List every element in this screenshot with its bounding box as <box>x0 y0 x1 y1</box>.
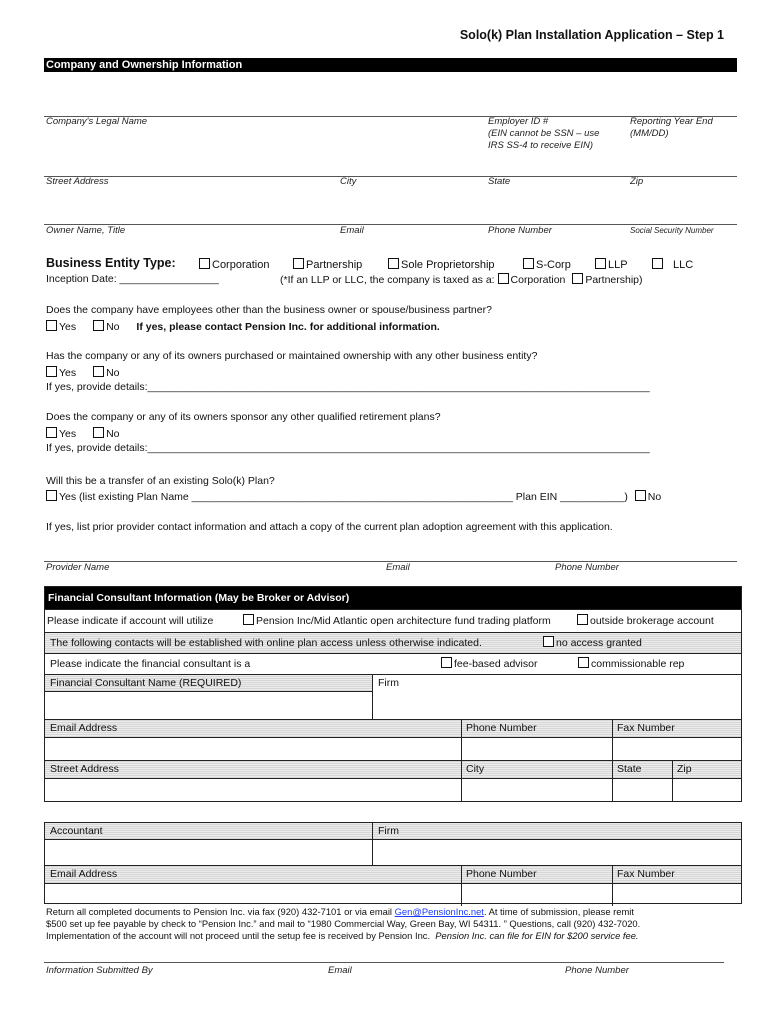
question-employees-answers: Yes No If yes, please contact Pension Inc. for additional information. <box>46 320 440 333</box>
question-employees: Does the company have employees other than the business owner or spouse/business partner? <box>46 304 492 316</box>
option-no-access[interactable]: no access granted <box>543 633 642 653</box>
provider-name-label: Provider Name <box>46 562 110 573</box>
fc-address-row <box>45 760 741 801</box>
inception-date[interactable]: Inception Date: _________________ <box>46 273 219 285</box>
street-label: Street Address <box>46 176 109 187</box>
checkbox[interactable] <box>572 273 583 284</box>
entity-partnership[interactable]: Partnership <box>293 258 362 271</box>
submitted-by-line[interactable] <box>44 962 724 963</box>
year-end-format: (MM/DD) <box>630 128 669 139</box>
fc-name-row <box>45 674 741 719</box>
owner-label: Owner Name, Title <box>46 225 126 236</box>
fc-firm-cell[interactable] <box>372 675 741 719</box>
section-header-consultant: Financial Consultant Information (May be Broker or Advisor) <box>45 587 741 609</box>
entity-s-corp[interactable]: S-Corp <box>523 258 571 271</box>
provider-phone-label: Phone Number <box>555 562 619 573</box>
checkbox-yes[interactable] <box>46 427 57 438</box>
ssn-label: Social Security Number <box>630 226 714 235</box>
phone-label: Phone Number <box>488 225 552 236</box>
checkbox[interactable] <box>578 657 589 668</box>
checkbox-no[interactable] <box>93 366 104 377</box>
zip-label: Zip <box>630 176 644 187</box>
question-transfer: Will this be a transfer of an existing Solo(k) Plan? <box>46 475 275 487</box>
employer-id-note-1: (EIN cannot be SSN – use <box>488 128 600 139</box>
fc-name-input[interactable] <box>45 692 372 719</box>
city-label: City <box>340 176 357 187</box>
entity-type-row: Business Entity Type: <box>46 256 176 270</box>
employees-note: If yes, please contact Pension Inc. for additional information. <box>136 321 440 333</box>
option-fee-based[interactable]: fee-based advisor <box>441 654 537 674</box>
email-label: Email <box>340 225 364 236</box>
accountant-table <box>44 822 742 904</box>
prior-provider-note: If yes, list prior provider contact information and attach a copy of the current plan adoption agreement with this application. <box>46 521 613 533</box>
checkbox[interactable] <box>577 614 588 625</box>
legal-name-label: Company's Legal Name <box>46 116 148 127</box>
question-ownership-answers: Yes No <box>46 366 120 379</box>
entity-corporation[interactable]: Corporation <box>199 258 269 271</box>
checkbox-yes[interactable] <box>46 320 57 331</box>
entity-llp[interactable]: LLP <box>595 258 628 271</box>
accountant-fax-cell[interactable]: Fax Number <box>612 866 741 906</box>
accountant-email-label: Email Address <box>50 868 118 880</box>
submitted-by-label: Information Submitted By <box>46 965 153 976</box>
checkbox[interactable] <box>498 273 509 284</box>
email-link[interactable]: Gen@PensionInc.net <box>394 906 484 917</box>
checkbox[interactable] <box>441 657 452 668</box>
accountant-phone-cell[interactable]: Phone Number <box>461 866 612 906</box>
entity-type-label: Business Entity Type <box>46 256 172 270</box>
fc-city-cell[interactable]: City <box>461 761 612 801</box>
account-utilize-row: Please indicate if account will utilize Pension Inc/Mid Atlantic open architecture fund trading platform outside brokerage account <box>45 609 741 632</box>
accountant-row <box>45 823 741 865</box>
accountant-input[interactable] <box>45 840 372 865</box>
taxed-as-note: (*If an LLP or LLC, the company is taxed as a: Corporation Partnership) <box>280 274 643 286</box>
fc-firm-label: Firm <box>378 677 399 689</box>
other-plans-details[interactable]: If yes, provide details:______________________________________________________________________________________ <box>46 442 650 454</box>
fc-zip-cell[interactable]: Zip <box>672 761 741 801</box>
fc-fax-cell[interactable]: Fax Number <box>612 720 741 760</box>
option-pension-platform[interactable]: Pension Inc/Mid Atlantic open architecture fund trading platform <box>243 610 551 632</box>
fc-name-label: Financial Consultant Name (REQUIRED) <box>45 675 372 692</box>
checkbox[interactable] <box>523 258 534 269</box>
year-end-label: Reporting Year End <box>630 116 713 127</box>
checkbox[interactable] <box>652 258 663 269</box>
owner-line[interactable] <box>44 224 737 225</box>
fc-phone-cell[interactable]: Phone Number <box>461 720 612 760</box>
section-header-company: Company and Ownership Information <box>44 58 737 72</box>
fc-email-label: Email Address <box>50 722 118 734</box>
checkbox[interactable] <box>388 258 399 269</box>
checkbox-no[interactable] <box>93 427 104 438</box>
financial-consultant-table <box>44 586 742 802</box>
question-other-plans: Does the company or any of its owners sponsor any other qualified retirement plans? <box>46 411 441 423</box>
submitted-phone-label: Phone Number <box>565 965 629 976</box>
accountant-firm-cell[interactable]: Firm <box>372 823 741 840</box>
submitted-email-label: Email <box>328 965 352 976</box>
checkbox[interactable] <box>243 614 254 625</box>
fc-state-cell[interactable]: State <box>612 761 672 801</box>
accountant-label: Accountant <box>45 823 372 840</box>
accountant-contact-row <box>45 865 741 906</box>
fc-street-label: Street Address <box>50 763 119 775</box>
footer-instructions: Return all completed documents to Pension Inc. via fax (920) 432-7101 or via email Gen@PensionInc.net. At time of submission, please remit $500 set up fee payable by check to “Pension Inc.” and mail to “1980 Commercial Way, Green Bay, WI 54311. ” Questions, call (920) 432-7020. Implementation of the account will not proceed until the setup fee is received by Pension Inc. Pension Inc. can file for EIN for $200 service fee. <box>46 906 641 941</box>
ownership-details[interactable]: If yes, provide details:______________________________________________________________________________________ <box>46 381 650 393</box>
checkbox[interactable] <box>595 258 606 269</box>
fc-contact-row <box>45 719 741 760</box>
checkbox-no[interactable] <box>635 490 646 501</box>
checkbox[interactable] <box>199 258 210 269</box>
option-outside-brokerage[interactable]: outside brokerage account <box>577 610 714 632</box>
question-transfer-answers: Yes (list existing Plan Name _______________________________________________________ Plan EIN ___________) No <box>46 490 661 503</box>
option-commissionable[interactable]: commissionable rep <box>578 654 684 674</box>
accountant-firm-input[interactable] <box>372 840 741 865</box>
consultant-type-row: Please indicate the financial consultant is a fee-based advisor commissionable rep <box>45 653 741 674</box>
checkbox-yes[interactable] <box>46 490 57 501</box>
entity-llc[interactable]: LLC <box>652 258 693 271</box>
checkbox-no[interactable] <box>93 320 104 331</box>
page-title: Solo(k) Plan Installation Application – Step 1 <box>459 28 724 42</box>
checkbox[interactable] <box>293 258 304 269</box>
question-other-plans-answers: Yes No <box>46 427 120 440</box>
contacts-row: The following contacts will be established with online plan access unless otherwise indicated. no access granted <box>45 632 741 653</box>
checkbox-yes[interactable] <box>46 366 57 377</box>
checkbox[interactable] <box>543 636 554 647</box>
provider-email-label: Email <box>386 562 410 573</box>
entity-sole-proprietorship[interactable]: Sole Proprietorship <box>388 258 495 271</box>
question-ownership: Has the company or any of its owners purchased or maintained ownership with any other business entity? <box>46 350 538 362</box>
employer-id-label: Employer ID # <box>488 116 549 127</box>
employer-id-note-2: IRS SS-4 to receive EIN) <box>488 140 594 151</box>
state-label: State <box>488 176 511 187</box>
